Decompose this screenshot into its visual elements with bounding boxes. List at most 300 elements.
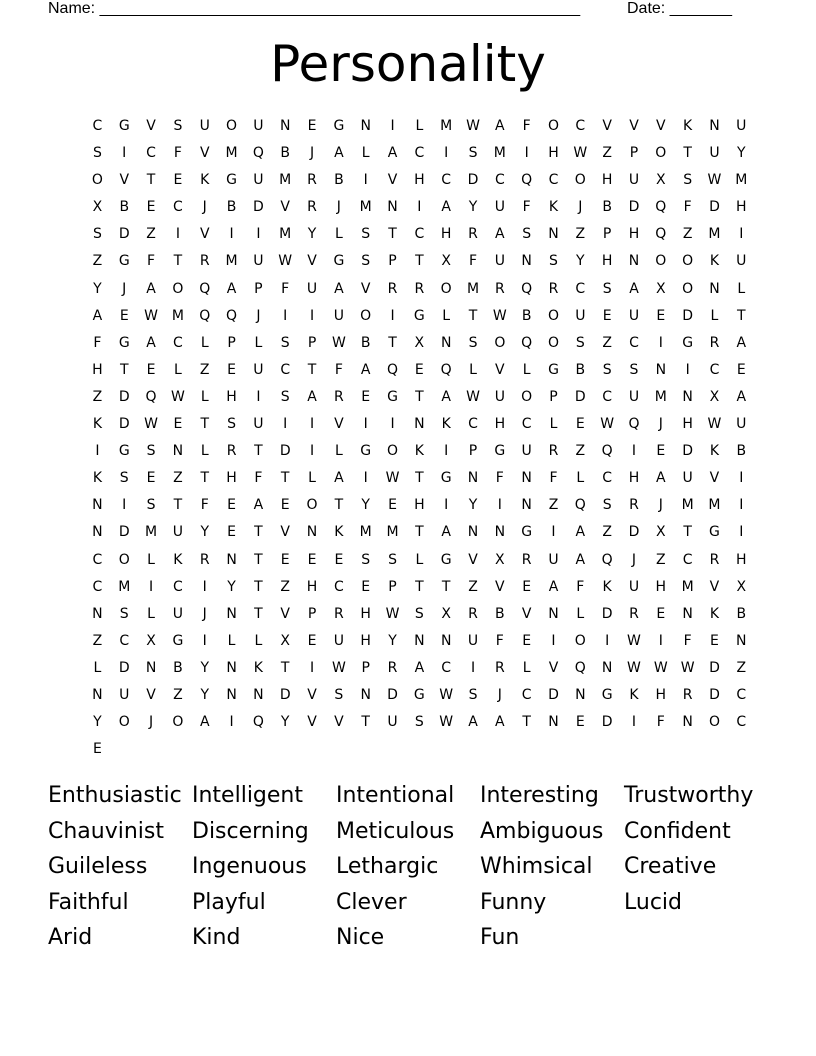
grid-letter[interactable]: U	[253, 361, 264, 378]
grid-letter[interactable]: D	[628, 524, 640, 541]
grid-letter[interactable]: Z	[602, 524, 612, 541]
grid-letter[interactable]: R	[468, 226, 478, 243]
grid-letter[interactable]: G	[601, 686, 613, 703]
grid-letter[interactable]: N	[226, 686, 237, 703]
grid-letter[interactable]: P	[254, 280, 263, 297]
grid-letter[interactable]: H	[494, 416, 506, 433]
grid-letter[interactable]: B	[736, 605, 747, 622]
grid-letter[interactable]: N	[601, 659, 613, 676]
grid-letter[interactable]: G	[682, 334, 694, 351]
grid-letter[interactable]: O	[547, 118, 559, 134]
grid-letter[interactable]: A	[92, 307, 103, 324]
grid-letter[interactable]: O	[440, 280, 452, 297]
grid-letter[interactable]: A	[441, 199, 451, 216]
grid-letter[interactable]: E	[656, 307, 666, 324]
grid-letter[interactable]: B	[226, 199, 237, 216]
grid-letter[interactable]: W	[144, 307, 158, 324]
grid-letter[interactable]: T	[737, 307, 746, 324]
grid-letter[interactable]: O	[494, 334, 506, 351]
grid-letter[interactable]: I	[390, 307, 395, 324]
grid-letter[interactable]: F	[576, 578, 585, 595]
grid-letter[interactable]: W	[278, 253, 293, 270]
grid-letter[interactable]: D	[252, 199, 264, 216]
grid-letter[interactable]: Z	[602, 334, 612, 351]
grid-letter[interactable]: S	[468, 334, 478, 351]
grid-letter[interactable]: L	[227, 632, 236, 649]
grid-letter[interactable]: V	[629, 118, 639, 134]
grid-letter[interactable]: T	[415, 253, 424, 270]
grid-letter[interactable]: A	[253, 497, 264, 514]
grid-letter[interactable]: U	[172, 605, 184, 622]
grid-letter[interactable]: I	[122, 497, 127, 514]
grid-letter[interactable]: S	[602, 280, 612, 297]
grid-letter[interactable]: S	[227, 416, 236, 433]
grid-letter[interactable]: O	[521, 388, 533, 405]
grid-letter[interactable]: B	[521, 307, 532, 324]
grid-letter[interactable]: I	[283, 307, 288, 324]
grid-letter[interactable]: C	[709, 361, 720, 378]
grid-letter[interactable]: V	[119, 172, 130, 189]
grid-letter[interactable]: M	[681, 578, 694, 595]
grid-letter[interactable]: D	[118, 524, 130, 541]
grid-letter[interactable]: H	[736, 199, 747, 216]
grid-letter[interactable]: H	[226, 470, 237, 487]
grid-letter[interactable]: H	[628, 470, 640, 487]
grid-letter[interactable]: T	[173, 253, 183, 270]
grid-letter[interactable]: Q	[226, 307, 238, 324]
grid-letter[interactable]: T	[280, 470, 290, 487]
grid-letter[interactable]: Z	[92, 253, 103, 270]
grid-letter[interactable]: E	[656, 605, 666, 622]
grid-letter[interactable]: B	[495, 605, 505, 622]
grid-letter[interactable]: Q	[387, 361, 399, 378]
grid-letter[interactable]: H	[226, 388, 237, 405]
grid-letter[interactable]: Z	[92, 632, 103, 649]
grid-letter[interactable]: Y	[468, 497, 478, 514]
grid-letter[interactable]: U	[628, 578, 640, 595]
grid-letter[interactable]: M	[681, 497, 694, 514]
grid-letter[interactable]: P	[388, 578, 397, 595]
grid-letter[interactable]: I	[390, 416, 395, 433]
grid-letter[interactable]: U	[467, 632, 479, 649]
grid-letter[interactable]: N	[226, 551, 237, 568]
grid-letter[interactable]: C	[736, 686, 747, 703]
grid-letter[interactable]: A	[307, 388, 317, 405]
grid-letter[interactable]: N	[682, 605, 693, 622]
grid-letter[interactable]: Y	[200, 659, 209, 676]
grid-letter[interactable]: A	[736, 388, 747, 405]
grid-letter[interactable]: W	[331, 334, 346, 351]
grid-letter[interactable]: C	[146, 145, 156, 162]
grid-letter[interactable]: N	[92, 686, 103, 703]
grid-letter[interactable]: U	[548, 551, 559, 568]
grid-letter[interactable]: L	[442, 307, 451, 324]
grid-letter[interactable]: T	[522, 714, 531, 731]
grid-letter[interactable]: U	[494, 253, 505, 270]
grid-letter[interactable]: E	[92, 741, 102, 758]
grid-letter[interactable]: M	[279, 172, 292, 189]
grid-letter[interactable]: V	[280, 605, 290, 622]
grid-letter[interactable]: C	[280, 361, 291, 378]
grid-letter[interactable]: L	[469, 361, 477, 378]
grid-letter[interactable]: M	[493, 145, 506, 162]
grid-letter[interactable]: O	[226, 118, 238, 134]
grid-letter[interactable]: J	[309, 145, 315, 162]
grid-letter[interactable]: G	[226, 172, 237, 189]
grid-letter[interactable]: I	[149, 578, 154, 595]
grid-letter[interactable]: E	[522, 632, 532, 649]
grid-letter[interactable]: C	[441, 659, 452, 676]
grid-letter[interactable]: P	[602, 226, 612, 243]
grid-letter[interactable]: W	[492, 307, 507, 324]
grid-letter[interactable]: G	[440, 551, 452, 568]
grid-letter[interactable]: C	[441, 172, 452, 189]
grid-letter[interactable]: X	[736, 578, 747, 595]
grid-letter[interactable]: F	[254, 470, 263, 487]
grid-letter[interactable]: N	[682, 714, 693, 731]
grid-letter[interactable]: A	[199, 714, 210, 731]
grid-letter[interactable]: N	[709, 280, 720, 297]
grid-letter[interactable]: C	[92, 578, 103, 595]
grid-letter[interactable]: G	[360, 443, 372, 460]
grid-letter[interactable]: M	[145, 524, 158, 541]
grid-letter[interactable]: D	[601, 714, 613, 731]
grid-letter[interactable]: N	[360, 118, 371, 134]
grid-letter[interactable]: M	[386, 524, 399, 541]
grid-letter[interactable]: Q	[655, 226, 667, 243]
grid-letter[interactable]: I	[551, 524, 556, 541]
grid-letter[interactable]: W	[627, 632, 641, 649]
grid-letter[interactable]: U	[119, 686, 130, 703]
grid-letter[interactable]: Q	[574, 497, 586, 514]
grid-letter[interactable]: L	[522, 361, 531, 378]
grid-letter[interactable]: R	[226, 443, 237, 460]
grid-letter[interactable]: X	[280, 632, 290, 649]
grid-letter[interactable]: Q	[521, 334, 533, 351]
grid-letter[interactable]: V	[709, 470, 720, 487]
grid-letter[interactable]: R	[334, 388, 344, 405]
grid-letter[interactable]: I	[309, 659, 315, 676]
grid-letter[interactable]: A	[548, 578, 559, 595]
grid-letter[interactable]: S	[468, 686, 478, 703]
grid-letter[interactable]: S	[602, 497, 612, 514]
grid-letter[interactable]: U	[253, 118, 264, 134]
grid-letter[interactable]: E	[146, 361, 156, 378]
grid-letter[interactable]: L	[173, 361, 182, 378]
grid-letter[interactable]: X	[656, 524, 666, 541]
grid-letter[interactable]: F	[173, 145, 182, 162]
grid-letter[interactable]: T	[200, 470, 209, 487]
grid-letter[interactable]: I	[470, 659, 476, 676]
grid-letter[interactable]: F	[495, 632, 504, 649]
grid-letter[interactable]: L	[200, 443, 209, 460]
grid-letter[interactable]: D	[118, 659, 130, 676]
grid-letter[interactable]: N	[736, 632, 747, 649]
grid-letter[interactable]: B	[736, 443, 747, 460]
grid-letter[interactable]: J	[578, 199, 583, 216]
grid-letter[interactable]: E	[602, 307, 612, 324]
grid-letter[interactable]: N	[655, 361, 667, 378]
grid-letter[interactable]: C	[333, 578, 344, 595]
grid-letter[interactable]: A	[146, 280, 156, 297]
grid-letter[interactable]: D	[601, 605, 613, 622]
grid-letter[interactable]: Y	[361, 497, 370, 514]
grid-letter[interactable]: J	[202, 605, 207, 622]
grid-letter[interactable]: X	[441, 605, 451, 622]
grid-letter[interactable]: W	[600, 416, 615, 433]
grid-letter[interactable]: H	[360, 605, 371, 622]
grid-letter[interactable]: N	[682, 388, 693, 405]
grid-letter[interactable]: T	[415, 524, 424, 541]
grid-letter[interactable]: J	[336, 199, 341, 216]
grid-letter[interactable]: W	[707, 416, 722, 433]
grid-letter[interactable]: N	[521, 497, 532, 514]
grid-letter[interactable]: B	[334, 172, 344, 189]
grid-letter[interactable]: N	[253, 686, 264, 703]
grid-letter[interactable]: W	[439, 686, 454, 703]
grid-letter[interactable]: D	[709, 686, 720, 703]
grid-letter[interactable]: N	[440, 632, 452, 649]
grid-letter[interactable]: Y	[200, 524, 209, 541]
grid-letter[interactable]: C	[521, 416, 532, 433]
grid-letter[interactable]: R	[629, 605, 639, 622]
grid-letter[interactable]: J	[658, 416, 663, 433]
grid-letter[interactable]: G	[118, 334, 130, 351]
grid-letter[interactable]: U	[628, 307, 640, 324]
grid-letter[interactable]: K	[173, 551, 183, 568]
date-field[interactable]: Date: _______	[627, 0, 732, 17]
grid-letter[interactable]: M	[466, 280, 480, 297]
grid-letter[interactable]: O	[574, 172, 586, 189]
grid-letter[interactable]: Z	[92, 388, 103, 405]
grid-letter[interactable]: I	[229, 226, 234, 243]
grid-letter[interactable]: S	[361, 226, 371, 243]
grid-letter[interactable]: H	[628, 226, 640, 243]
grid-letter[interactable]: Z	[468, 578, 478, 595]
grid-letter[interactable]: A	[414, 659, 425, 676]
grid-letter[interactable]: N	[467, 524, 479, 541]
grid-letter[interactable]: N	[467, 470, 479, 487]
grid-letter[interactable]: U	[306, 280, 318, 297]
grid-letter[interactable]: S	[280, 334, 290, 351]
grid-letter[interactable]: B	[173, 659, 183, 676]
grid-letter[interactable]: O	[682, 253, 694, 270]
grid-letter[interactable]: A	[468, 714, 478, 731]
grid-letter[interactable]: C	[602, 470, 613, 487]
grid-letter[interactable]: F	[495, 470, 504, 487]
grid-letter[interactable]: M	[440, 118, 453, 134]
grid-letter[interactable]: U	[253, 416, 264, 433]
grid-letter[interactable]: E	[227, 524, 236, 541]
grid-letter[interactable]: F	[281, 280, 290, 297]
grid-letter[interactable]: N	[387, 199, 398, 216]
grid-letter[interactable]: G	[172, 632, 184, 649]
grid-letter[interactable]: W	[439, 714, 454, 731]
grid-letter[interactable]: I	[175, 226, 180, 243]
grid-letter[interactable]: T	[388, 226, 397, 243]
grid-letter[interactable]: Z	[173, 686, 183, 703]
grid-letter[interactable]: M	[359, 199, 372, 216]
grid-letter[interactable]: J	[497, 686, 502, 703]
grid-letter[interactable]: B	[602, 199, 612, 216]
grid-letter[interactable]: C	[736, 714, 747, 731]
grid-letter[interactable]: U	[253, 172, 264, 189]
grid-letter[interactable]: G	[413, 307, 425, 324]
grid-letter[interactable]: R	[199, 551, 210, 568]
grid-letter[interactable]: K	[200, 172, 210, 189]
grid-letter[interactable]: K	[414, 443, 424, 460]
grid-letter[interactable]: I	[309, 307, 315, 324]
grid-letter[interactable]: T	[173, 497, 183, 514]
grid-letter[interactable]: B	[119, 199, 130, 216]
grid-letter[interactable]: E	[710, 632, 719, 649]
grid-letter[interactable]: D	[279, 686, 291, 703]
grid-letter[interactable]: N	[548, 226, 559, 243]
grid-letter[interactable]: U	[333, 632, 344, 649]
grid-letter[interactable]: B	[575, 361, 586, 378]
grid-letter[interactable]: K	[548, 199, 559, 216]
grid-letter[interactable]: V	[280, 524, 290, 541]
grid-letter[interactable]: R	[494, 280, 505, 297]
grid-letter[interactable]: I	[739, 226, 744, 243]
grid-letter[interactable]: Z	[656, 551, 666, 568]
grid-letter[interactable]: A	[736, 334, 747, 351]
grid-letter[interactable]: X	[414, 334, 425, 351]
grid-letter[interactable]: A	[495, 118, 505, 134]
grid-letter[interactable]: S	[361, 253, 371, 270]
grid-letter[interactable]: L	[710, 307, 719, 324]
grid-letter[interactable]: V	[495, 578, 505, 595]
grid-letter[interactable]: M	[654, 388, 667, 405]
grid-letter[interactable]: V	[548, 659, 559, 676]
grid-letter[interactable]: T	[254, 551, 263, 568]
grid-letter[interactable]: Y	[307, 226, 317, 243]
grid-letter[interactable]: R	[494, 659, 505, 676]
grid-letter[interactable]: W	[170, 388, 185, 405]
grid-letter[interactable]: N	[414, 632, 425, 649]
grid-letter[interactable]: S	[280, 388, 290, 405]
grid-letter[interactable]: O	[172, 714, 184, 731]
grid-letter[interactable]: E	[361, 578, 371, 595]
grid-letter[interactable]: U	[628, 388, 640, 405]
grid-letter[interactable]: H	[736, 551, 747, 568]
grid-letter[interactable]: Z	[682, 226, 693, 243]
grid-letter[interactable]: C	[173, 199, 183, 216]
grid-letter[interactable]: V	[307, 686, 317, 703]
grid-letter[interactable]: G	[118, 443, 130, 460]
grid-letter[interactable]: M	[735, 172, 748, 189]
grid-letter[interactable]: E	[522, 578, 532, 595]
grid-letter[interactable]: H	[548, 145, 559, 162]
grid-letter[interactable]: I	[122, 145, 127, 162]
grid-letter[interactable]: V	[387, 172, 398, 189]
grid-letter[interactable]: L	[334, 443, 343, 460]
grid-letter[interactable]: Y	[468, 199, 478, 216]
grid-letter[interactable]: Q	[440, 361, 452, 378]
grid-letter[interactable]: D	[574, 388, 586, 405]
grid-letter[interactable]: Y	[280, 714, 290, 731]
grid-letter[interactable]: Q	[574, 659, 586, 676]
grid-letter[interactable]: U	[628, 172, 640, 189]
grid-letter[interactable]: M	[225, 253, 238, 270]
grid-letter[interactable]: L	[200, 388, 209, 405]
grid-letter[interactable]: O	[547, 307, 559, 324]
grid-letter[interactable]: F	[147, 253, 156, 270]
grid-letter[interactable]: L	[737, 280, 746, 297]
grid-letter[interactable]: T	[683, 524, 692, 541]
grid-letter[interactable]: P	[307, 605, 317, 622]
grid-letter[interactable]: T	[280, 659, 290, 676]
grid-letter[interactable]: I	[363, 416, 368, 433]
grid-letter[interactable]: R	[334, 605, 344, 622]
grid-letter[interactable]: I	[551, 632, 556, 649]
grid-letter[interactable]: E	[280, 497, 290, 514]
grid-letter[interactable]: H	[601, 253, 613, 270]
grid-letter[interactable]: U	[709, 145, 720, 162]
grid-letter[interactable]: H	[414, 172, 425, 189]
grid-letter[interactable]: J	[202, 199, 207, 216]
grid-letter[interactable]: M	[279, 226, 292, 243]
grid-letter[interactable]: E	[575, 416, 585, 433]
grid-letter[interactable]: R	[629, 497, 639, 514]
grid-letter[interactable]: W	[707, 172, 722, 189]
grid-letter[interactable]: P	[361, 659, 370, 676]
grid-letter[interactable]: T	[361, 714, 370, 731]
grid-letter[interactable]: R	[709, 334, 720, 351]
grid-letter[interactable]: V	[334, 714, 344, 731]
grid-letter[interactable]: V	[199, 145, 210, 162]
grid-letter[interactable]: N	[360, 686, 371, 703]
grid-letter[interactable]: R	[387, 659, 398, 676]
grid-letter[interactable]: Z	[575, 226, 586, 243]
grid-letter[interactable]: Q	[628, 416, 640, 433]
grid-letter[interactable]: O	[708, 714, 720, 731]
grid-letter[interactable]: E	[414, 361, 424, 378]
grid-letter[interactable]: I	[658, 632, 663, 649]
grid-letter[interactable]: R	[307, 172, 317, 189]
grid-letter[interactable]: J	[658, 497, 663, 514]
grid-letter[interactable]: I	[444, 497, 449, 514]
grid-letter[interactable]: E	[146, 470, 156, 487]
grid-letter[interactable]: B	[360, 334, 371, 351]
grid-letter[interactable]: N	[575, 686, 586, 703]
grid-letter[interactable]: K	[709, 443, 720, 460]
grid-letter[interactable]: A	[656, 470, 666, 487]
grid-letter[interactable]: O	[306, 497, 318, 514]
grid-letter[interactable]: A	[334, 280, 344, 297]
grid-letter[interactable]: K	[334, 524, 344, 541]
grid-letter[interactable]: I	[444, 443, 449, 460]
grid-letter[interactable]: Z	[146, 226, 156, 243]
grid-letter[interactable]: W	[466, 118, 480, 134]
grid-letter[interactable]: D	[467, 172, 479, 189]
grid-letter[interactable]: H	[655, 578, 667, 595]
grid-letter[interactable]: D	[548, 686, 559, 703]
grid-letter[interactable]: X	[441, 253, 451, 270]
grid-letter[interactable]: U	[172, 524, 184, 541]
grid-letter[interactable]: S	[575, 334, 585, 351]
grid-letter[interactable]: O	[118, 714, 130, 731]
grid-letter[interactable]: Q	[252, 145, 264, 162]
grid-letter[interactable]: G	[494, 443, 506, 460]
grid-letter[interactable]: A	[495, 714, 505, 731]
grid-letter[interactable]: V	[495, 361, 505, 378]
grid-letter[interactable]: S	[522, 226, 532, 243]
grid-letter[interactable]: C	[521, 686, 532, 703]
grid-letter[interactable]: N	[226, 605, 237, 622]
grid-letter[interactable]: D	[279, 443, 291, 460]
grid-letter[interactable]: C	[173, 334, 183, 351]
